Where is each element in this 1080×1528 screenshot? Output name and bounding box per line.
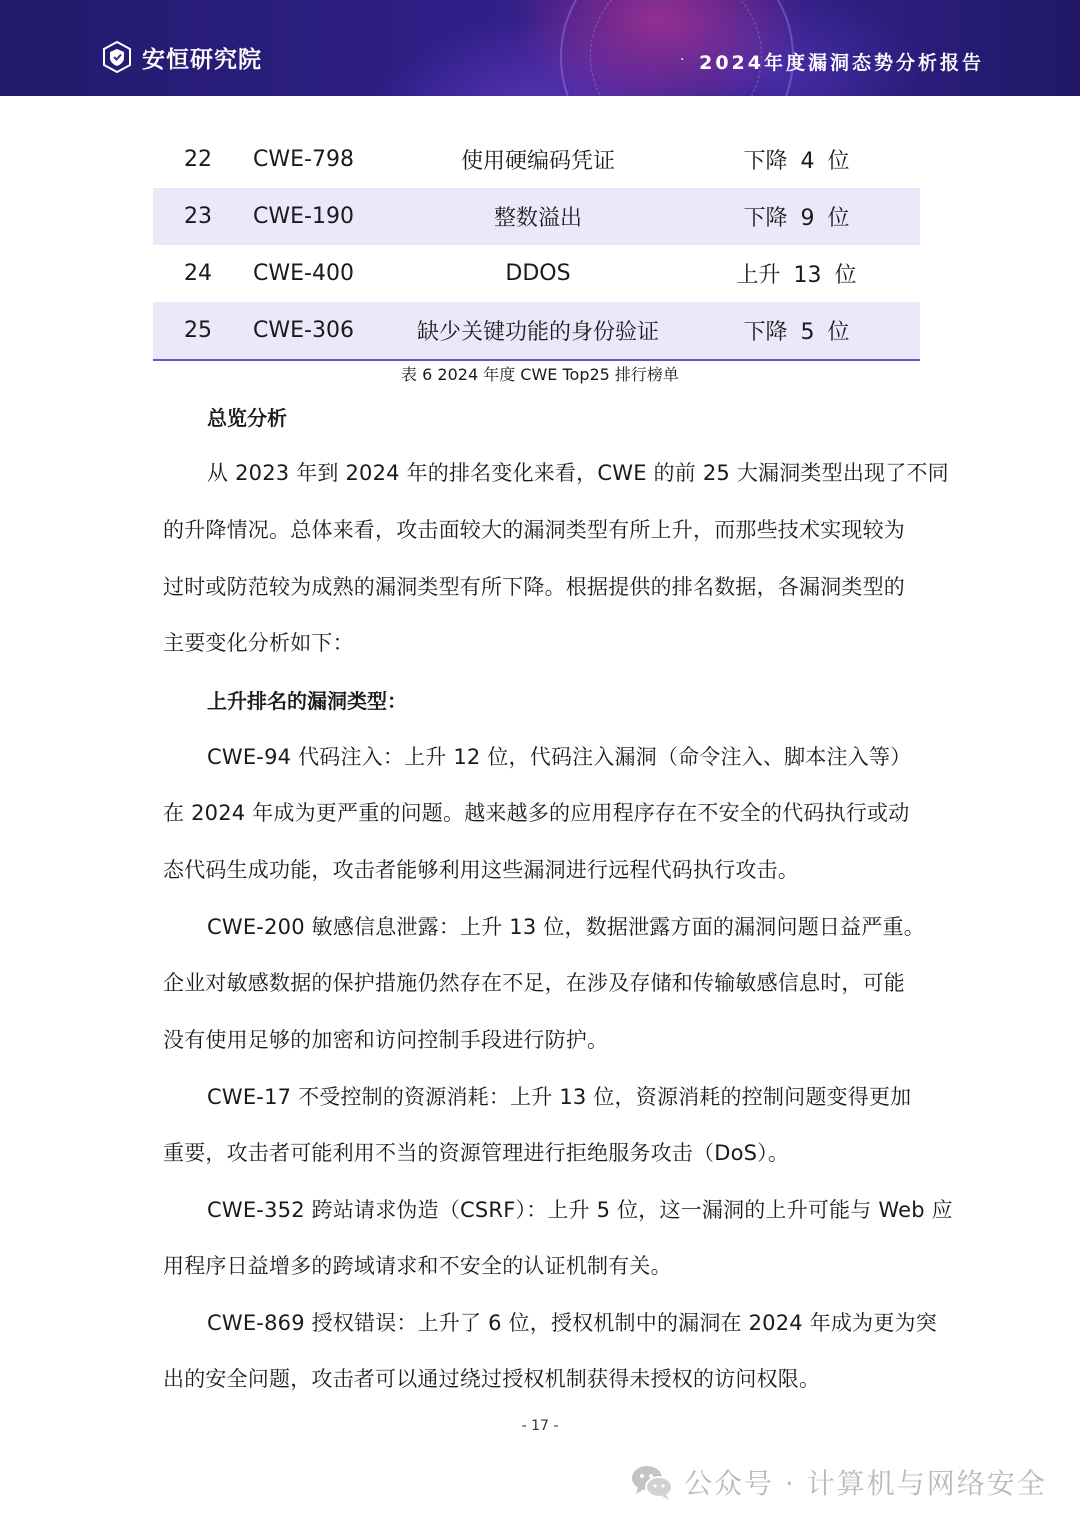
paragraph-line: 重要，攻击者可能利用不当的资源管理进行拒绝服务攻击（DoS）。	[163, 1141, 790, 1165]
paragraph-line: 过时或防范较为成熟的漏洞类型有所下降。根据提供的排名数据，各漏洞类型的	[163, 575, 905, 599]
paragraph-line: 的升降情况。总体来看，攻击面较大的漏洞类型有所上升，而那些技术实现较为	[163, 518, 905, 542]
cwe-id-cell: CWE-798	[253, 147, 354, 172]
shield-logo-icon	[100, 40, 134, 74]
rank-change-cell: 下降 9 位	[673, 188, 920, 245]
header-banner	[0, 0, 1080, 96]
cwe-name-cell: 整数溢出	[403, 188, 673, 245]
rank-cell: 23	[153, 188, 243, 245]
cwe-name-cell: DDOS	[505, 261, 571, 286]
cwe-id-cell: CWE-190	[243, 188, 403, 245]
rank-change-cell: 下降 5 位	[673, 302, 920, 360]
watermark	[630, 1462, 1047, 1502]
rank-change-cell: 上升 13 位	[736, 263, 857, 288]
table-row	[153, 245, 920, 302]
page-number: - 17 -	[521, 1418, 559, 1434]
table-row	[153, 188, 920, 245]
paragraph-line: 主要变化分析如下：	[163, 631, 354, 655]
paragraph-line: 用程序日益增多的跨域请求和不安全的认证机制有关。	[163, 1254, 672, 1278]
table-caption: 表 6 2024 年度 CWE Top25 排行榜单	[401, 365, 679, 384]
table-row	[153, 302, 920, 360]
paragraph-line: 出的安全问题，攻击者可以通过绕过授权机制获得未授权的访问权限。	[163, 1367, 821, 1391]
paragraph-line: CWE-17 不受控制的资源消耗：上升 13 位，资源消耗的控制问题变得更加	[207, 1085, 912, 1109]
cwe-id-cell: CWE-306	[243, 302, 403, 360]
paragraph-line: CWE-869 授权错误：上升了 6 位，授权机制中的漏洞在 2024 年成为更为突	[207, 1311, 937, 1335]
rank-cell: 25	[153, 302, 243, 360]
cwe-ranking-table	[153, 131, 920, 361]
report-title: 2024年度漏洞态势分析报告	[699, 52, 984, 74]
wechat-icon	[630, 1462, 674, 1502]
cwe-id-cell: CWE-400	[253, 261, 354, 286]
title-dot: ·	[680, 52, 685, 68]
cwe-name-cell: 缺少关键功能的身份验证	[403, 302, 673, 360]
brand-name: 安恒研究院	[142, 46, 262, 73]
paragraph-line: CWE-200 敏感信息泄露：上升 13 位，数据泄露方面的漏洞问题日益严重。	[207, 915, 925, 939]
section-heading-rising: 上升排名的漏洞类型：	[207, 689, 407, 713]
cwe-name-cell: 使用硬编码凭证	[460, 149, 615, 174]
paragraph-line: 态代码生成功能，攻击者能够利用这些漏洞进行远程代码执行攻击。	[163, 858, 799, 882]
table-row	[153, 131, 920, 188]
paragraph-line: 企业对敏感数据的保护措施仍然存在不足，在涉及存储和传输敏感信息时，可能	[163, 971, 905, 995]
paragraph-line: 从 2023 年到 2024 年的排名变化来看，CWE 的前 25 大漏洞类型出现了不同	[207, 461, 949, 485]
paragraph-line: 没有使用足够的加密和访问控制手段进行防护。	[163, 1028, 609, 1052]
section-heading-overview: 总览分析	[207, 406, 287, 430]
brand-logo	[100, 40, 262, 74]
rank-change-cell: 下降 4 位	[743, 149, 850, 174]
paragraph-line: 在 2024 年成为更严重的问题。越来越多的应用程序存在不安全的代码执行或动	[163, 801, 910, 825]
paragraph-line: CWE-94 代码注入：上升 12 位，代码注入漏洞（命令注入、脚本注入等）	[207, 745, 912, 769]
paragraph-line: CWE-352 跨站请求伪造（CSRF）：上升 5 位，这一漏洞的上升可能与 Web 应	[207, 1198, 953, 1222]
rank-cell: 24	[184, 261, 212, 286]
rank-cell: 22	[184, 147, 212, 172]
watermark-text: 公众号 · 计算机与网络安全	[684, 1467, 1047, 1500]
